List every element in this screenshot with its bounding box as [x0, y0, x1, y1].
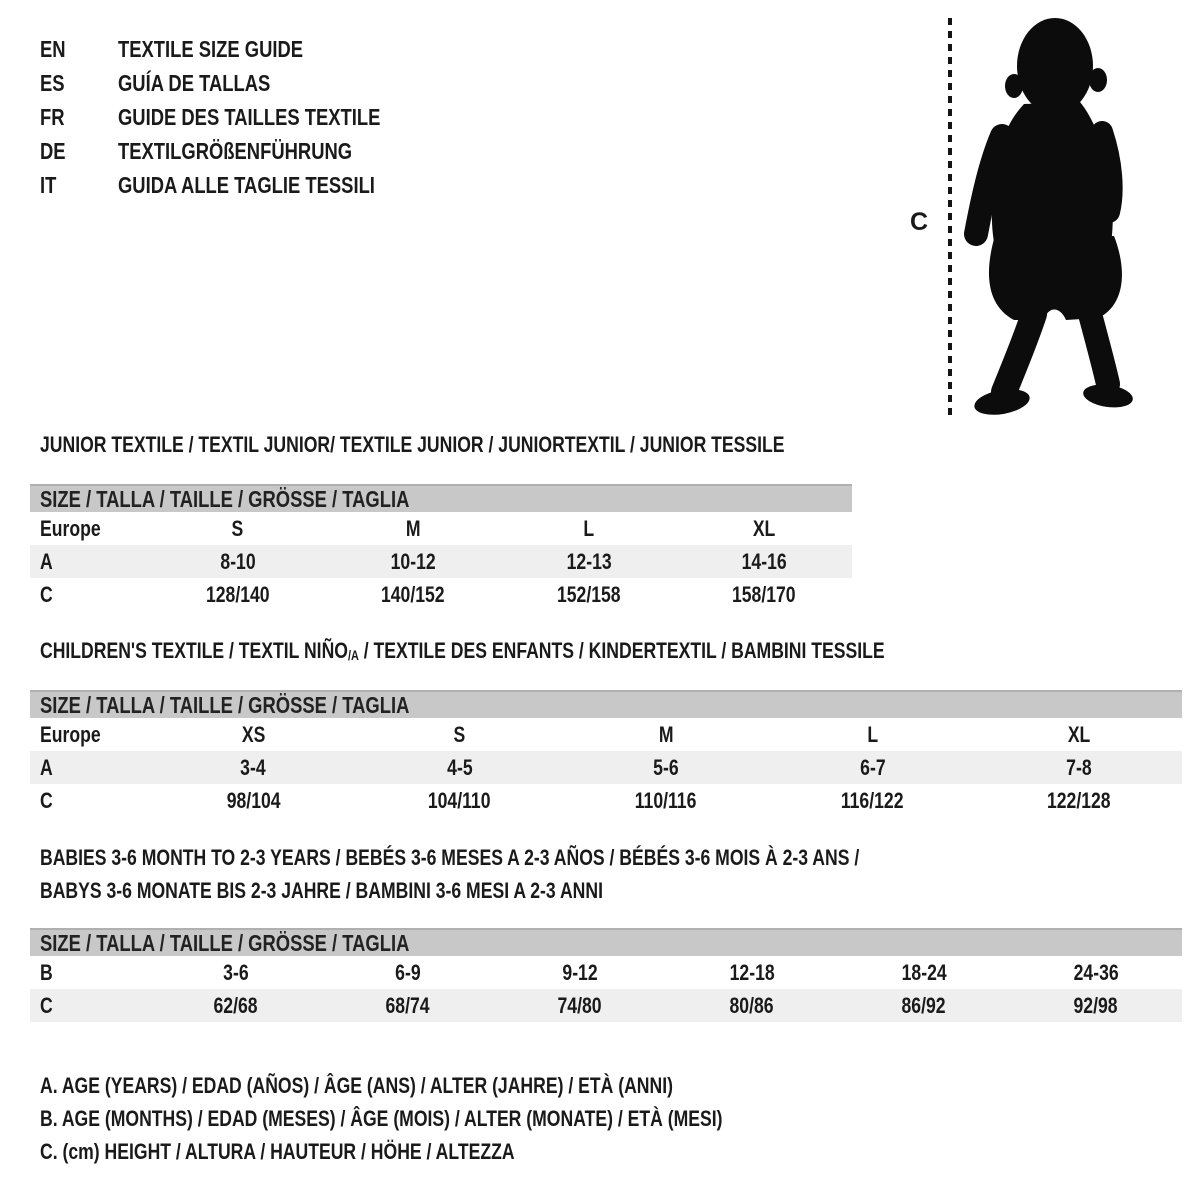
lang-row-it [40, 168, 446, 202]
lang-code: FR [40, 103, 65, 130]
size-cell: M [405, 515, 421, 541]
size-cell: 68/74 [385, 992, 431, 1018]
size-cell: 8-10 [220, 548, 256, 574]
size-cell: 12-18 [729, 959, 775, 985]
size-cell: XS [241, 721, 265, 747]
lang-code: DE [40, 137, 66, 164]
size-header-bar: SIZE / TALLA / TAILLE / GRÖSSE / TAGLIA [30, 484, 852, 512]
toddler-silhouette [962, 14, 1142, 416]
size-cell: XL [753, 515, 776, 541]
section-title-babies-line2: BABYS 3-6 MONATE BIS 2-3 JAHRE / BAMBINI 3-6 MESI A 2-3 ANNI [40, 878, 603, 903]
lang-code: IT [40, 171, 57, 198]
section-title-junior-textile: JUNIOR TEXTILE / TEXTIL JUNIOR/ TEXTILE JUNIOR / JUNIORTEXTIL / JUNIOR TESSILE [40, 432, 785, 457]
size-cell: 5-6 [653, 754, 679, 780]
nino-a-subscript: /A [347, 648, 359, 664]
size-cell: 9-12 [562, 959, 598, 985]
section-title-babies-line1: BABIES 3-6 MONTH TO 2-3 YEARS / BEBÉS 3-6 MESES A 2-3 AÑOS / BÉBÉS 3-6 MOIS À 2-3 ANS / [40, 845, 860, 870]
babies-size-table [30, 928, 1182, 1022]
size-cell: 12-13 [566, 548, 612, 574]
size-cell: 86/92 [901, 992, 947, 1018]
size-cell: 158/170 [732, 581, 797, 607]
table-row-height-cm [30, 989, 1182, 1022]
language-title-list [40, 32, 446, 202]
size-cell: 122/128 [1047, 787, 1111, 813]
lang-row-fr [40, 100, 446, 134]
size-cell: M [658, 721, 674, 747]
size-header-bar: SIZE / TALLA / TAILLE / GRÖSSE / TAGLIA [30, 690, 1182, 718]
size-cell: S [453, 721, 466, 747]
table-row-europe [30, 718, 1182, 751]
size-cell: 140/152 [381, 581, 446, 607]
childrens-size-table [30, 690, 1182, 817]
size-header-bar: SIZE / TALLA / TAILLE / GRÖSSE / TAGLIA [30, 928, 1182, 956]
size-cell: L [583, 515, 595, 541]
size-cell: 92/98 [1073, 992, 1119, 1018]
row-label: B [40, 959, 53, 985]
row-label: C [40, 992, 53, 1018]
legend [40, 1069, 893, 1168]
lang-title: GUÍA DE TALLAS [118, 69, 271, 96]
table-row-age-years [30, 545, 852, 578]
row-label: C [40, 787, 53, 813]
size-cell: XL [1067, 721, 1091, 747]
lang-title: GUIDA ALLE TAGLIE TESSILI [118, 171, 375, 198]
lang-row-es [40, 66, 446, 100]
section-title-childrens-textile: CHILDREN'S TEXTILE / TEXTIL NIÑO/A / TEXTILE DES ENFANTS / KINDERTEXTIL / BAMBINI TESSILE [40, 638, 885, 664]
size-cell: 18-24 [901, 959, 947, 985]
lang-code: ES [40, 69, 65, 96]
lang-row-en [40, 32, 446, 66]
legend-line-a: A. AGE (YEARS) / EDAD (AÑOS) / ÂGE (ANS) / ALTER (JAHRE) / ETÀ (ANNI) [40, 1072, 673, 1098]
size-cell: 6-9 [395, 959, 421, 985]
size-cell: 110/116 [635, 787, 697, 813]
size-cell: 14-16 [741, 548, 787, 574]
size-cell: 152/158 [556, 581, 621, 607]
height-measure-line [948, 18, 952, 416]
size-cell: 7-8 [1066, 754, 1092, 780]
size-cell: 74/80 [557, 992, 603, 1018]
size-cell: 80/86 [729, 992, 775, 1018]
table-row-age-years [30, 751, 1182, 784]
size-cell: 24-36 [1073, 959, 1119, 985]
lang-title: TEXTILGRÖßENFÜHRUNG [118, 137, 353, 164]
size-cell: 104/110 [428, 787, 491, 813]
size-cell: 62/68 [213, 992, 259, 1018]
row-label: A [40, 754, 53, 780]
legend-line-b: B. AGE (MONTHS) / EDAD (MESES) / ÂGE (MOIS) / ALTER (MONATE) / ETÀ (MESI) [40, 1105, 723, 1131]
size-cell: 3-4 [240, 754, 266, 780]
size-cell: 3-6 [223, 959, 249, 985]
row-label: C [40, 581, 53, 607]
lang-row-de [40, 134, 446, 168]
height-measure-label-c: C [910, 208, 929, 236]
size-cell: 10-12 [390, 548, 436, 574]
lang-title: TEXTILE SIZE GUIDE [118, 35, 304, 62]
table-row-height-cm [30, 784, 1182, 817]
size-cell: 116/122 [841, 787, 904, 813]
size-cell: 4-5 [446, 754, 473, 780]
size-cell: 128/140 [205, 581, 270, 607]
lang-title: GUIDE DES TAILLES TEXTILE [118, 103, 381, 130]
row-label: Europe [40, 721, 101, 747]
size-cell: 6-7 [859, 754, 886, 780]
lang-code: EN [40, 35, 66, 62]
row-label: A [40, 548, 53, 574]
table-row-europe [30, 512, 852, 545]
row-label: Europe [40, 515, 101, 541]
size-cell: 98/104 [226, 787, 281, 813]
table-row-height-cm [30, 578, 852, 611]
junior-size-table [30, 484, 852, 611]
size-cell: L [867, 721, 878, 747]
legend-line-c: C. (cm) HEIGHT / ALTURA / HAUTEUR / HÖHE / ALTEZZA [40, 1138, 515, 1164]
size-cell: S [231, 515, 244, 541]
table-row-age-months [30, 956, 1182, 989]
